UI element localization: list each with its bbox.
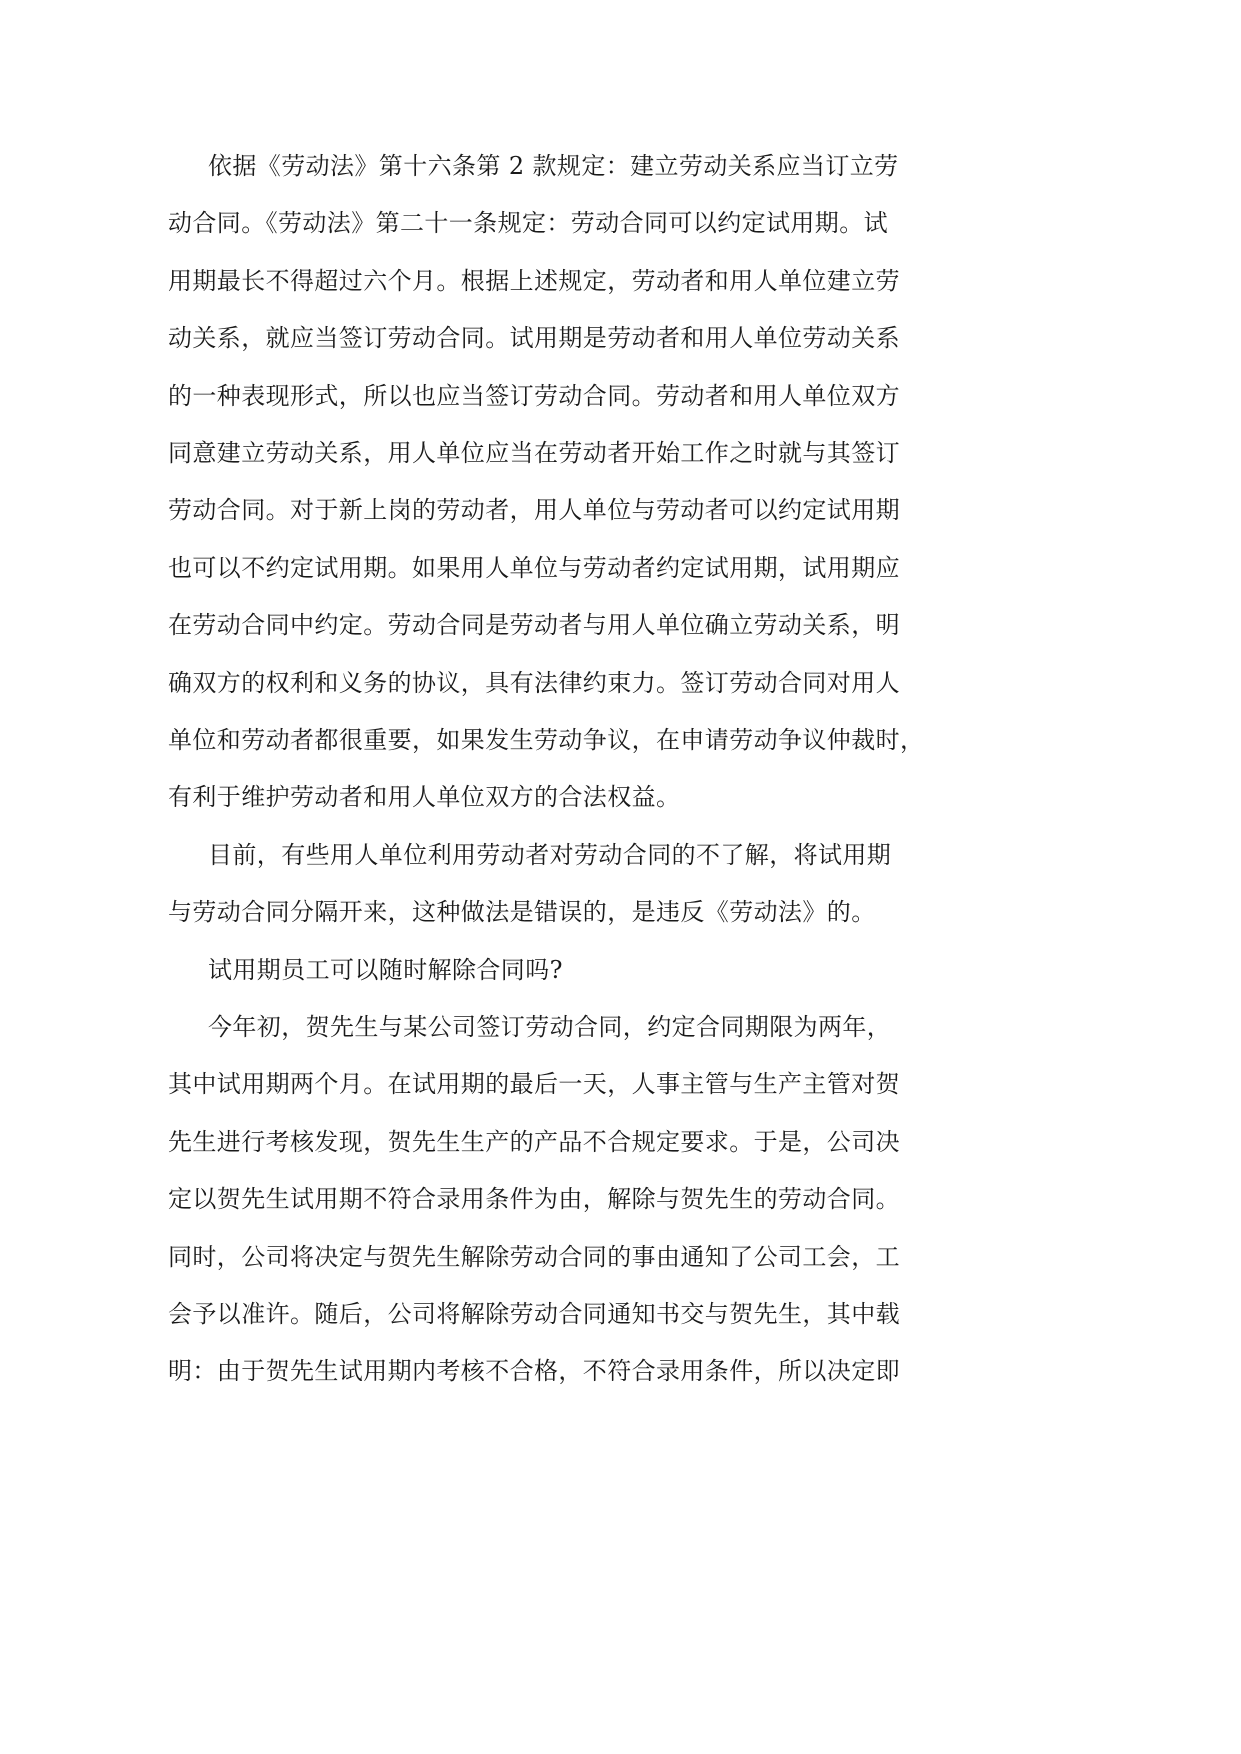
text-line: 动合同。《劳动法》第二十一条规定：劳动合同可以约定试用期。试 xyxy=(168,209,888,237)
text-line: 用期最长不得超过六个月。根据上述规定，劳动者和用人单位建立劳 xyxy=(168,267,900,295)
text-line: 与劳动合同分隔开来，这种做法是错误的，是违反《劳动法》的。 xyxy=(168,898,876,926)
text-line: 劳动合同。对于新上岗的劳动者，用人单位与劳动者可以约定试用期 xyxy=(168,496,900,524)
text-line: 会予以准许。随后，公司将解除劳动合同通知书交与贺先生，其中载 xyxy=(168,1300,900,1328)
text-line: 确双方的权利和义务的协议，具有法律约束力。签订劳动合同对用人 xyxy=(168,669,900,697)
text-line: 的一种表现形式，所以也应当签订劳动合同。劳动者和用人单位双方 xyxy=(168,382,900,410)
text-line: 也可以不约定试用期。如果用人单位与劳动者约定试用期，试用期应 xyxy=(168,554,900,582)
text-line: 明：由于贺先生试用期内考核不合格，不符合录用条件，所以决定即 xyxy=(168,1357,900,1385)
text-line: 今年初，贺先生与某公司签订劳动合同，约定合同期限为两年， xyxy=(208,1013,892,1041)
text-line: 在劳动合同中约定。劳动合同是劳动者与用人单位确立劳动关系，明 xyxy=(168,611,900,639)
text-line: 动关系，就应当签订劳动合同。试用期是劳动者和用人单位劳动关系 xyxy=(168,324,900,352)
text-line: 有利于维护劳动者和用人单位双方的合法权益。 xyxy=(168,783,681,811)
text-line: 其中试用期两个月。在试用期的最后一天，人事主管与生产主管对贺 xyxy=(168,1070,900,1098)
text-line: 同意建立劳动关系，用人单位应当在劳动者开始工作之时就与其签订 xyxy=(168,439,900,467)
text-line: 单位和劳动者都很重要，如果发生劳动争议，在申请劳动争议仲裁时， xyxy=(168,726,925,754)
text-line: 先生进行考核发现，贺先生生产的产品不合规定要求。于是，公司决 xyxy=(168,1128,900,1156)
text-line: 同时，公司将决定与贺先生解除劳动合同的事由通知了公司工会，工 xyxy=(168,1243,900,1271)
text-line: 试用期员工可以随时解除合同吗? xyxy=(208,956,563,984)
text-line: 目前，有些用人单位利用劳动者对劳动合同的不了解，将试用期 xyxy=(208,841,892,869)
text-line: 定以贺先生试用期不符合录用条件为由，解除与贺先生的劳动合同。 xyxy=(168,1185,900,1213)
text-line: 依据《劳动法》第十六条第 2 款规定：建立劳动关系应当订立劳 xyxy=(208,152,899,180)
